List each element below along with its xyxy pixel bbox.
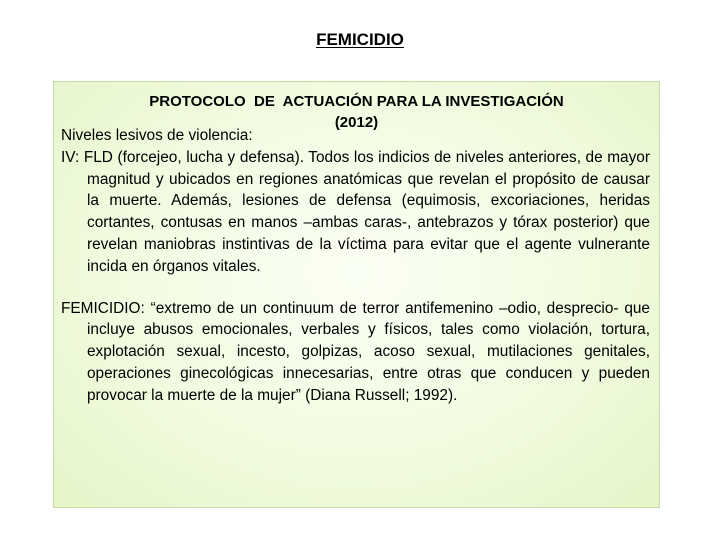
slide-title: FEMICIDIO [316, 30, 404, 49]
protocol-heading-year: (2012) [334, 114, 379, 131]
content-box [53, 81, 660, 508]
femicide-definition-paragraph: FEMICIDIO: “extremo de un continuum de terror antifemenino –odio, desprecio- que incluye abusos emocionales, verbales y físicos, tales como violación, tortura, explotación sexual, incesto, golpizas, acoso sexual, mutilaciones genitales, operaciones ginecológicas innecesarias, entre otras que conducen y pueden provocar la muerte de la mujer” (Diana Russell; 1992). [61, 299, 650, 404]
level-iv-paragraph: IV: FLD (forcejeo, lucha y defensa). Todos los indicios de niveles anteriores, de mayor magnitud y ubicados en regiones anatómicas que revelan el propósito de causar la muerte. Además, lesiones de defensa (equimosis, excoriaciones, heridas cortantes, contusas en manos –ambas caras-, antebrazos y tórax posterior) que revelan maniobras instintivas de la víctima para evitar que el agente vulnerante incida en órganos vitales. [61, 148, 650, 275]
box-body [61, 125, 650, 407]
levels-label: Niveles lesivos de violencia: [61, 127, 253, 144]
protocol-heading-line1: PROTOCOLO DE ACTUACIÓN PARA LA INVESTIGACIÓN [149, 93, 564, 110]
